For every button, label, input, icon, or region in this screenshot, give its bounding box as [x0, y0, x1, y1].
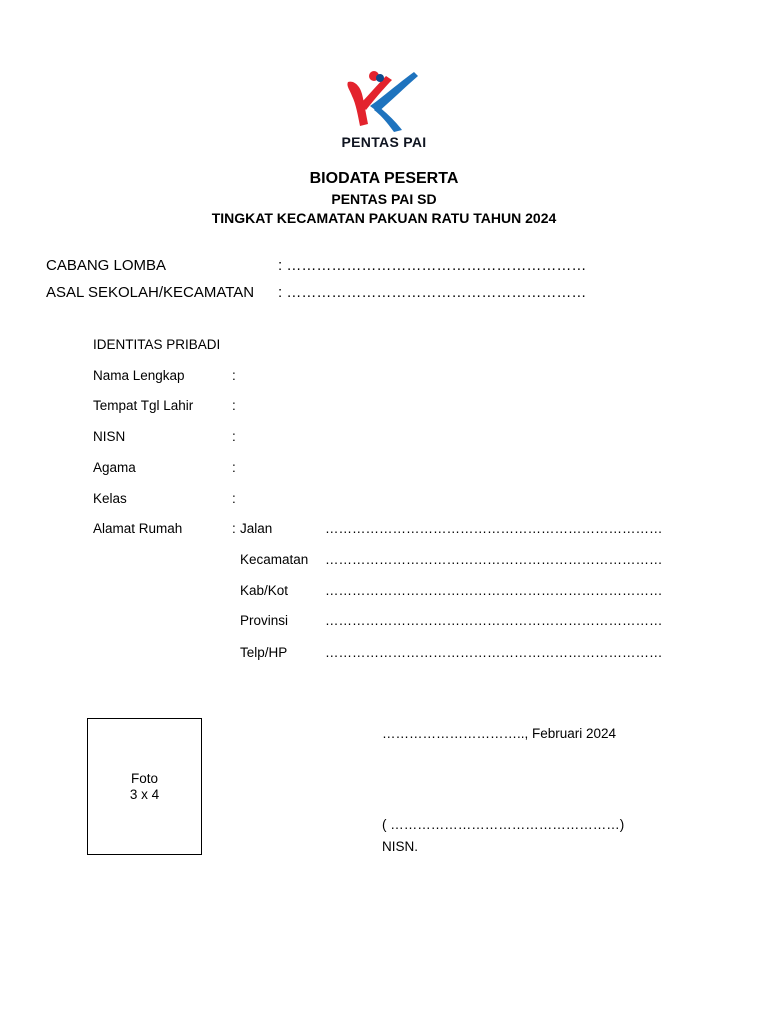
document-title: BIODATA PESERTA	[309, 170, 459, 187]
alamat-rumah-label: Alamat Rumah	[93, 521, 183, 536]
pentas-pai-logo	[330, 66, 438, 156]
kecamatan-dots: …………………………………………………………………	[325, 552, 663, 567]
kab-kot-label: Kab/Kot	[240, 583, 289, 598]
asal-sekolah-field: : ……………………………………………………	[278, 284, 587, 301]
nisn-colon: :	[232, 429, 236, 444]
signature-nisn: NISN.	[382, 839, 419, 854]
telp-hp-label: Telp/HP	[240, 645, 288, 660]
provinsi-dots: …………………………………………………………………	[325, 613, 663, 628]
signature-name-line: ( ……………………………………………)	[382, 817, 625, 832]
provinsi-label: Provinsi	[240, 613, 289, 628]
kelas-label: Kelas	[93, 491, 127, 506]
photo-label-line1: Foto	[130, 771, 158, 786]
logo-text: PENTAS PAI	[341, 134, 427, 150]
tempat-tgl-lahir-colon: :	[232, 398, 236, 413]
document-subtitle: PENTAS PAI SD	[331, 191, 437, 207]
photo-label-line2: 3 x 4	[129, 787, 160, 802]
document-level: TINGKAT KECAMATAN PAKUAN RATU TAHUN 2024	[211, 210, 557, 226]
jalan-dots: …………………………………………………………………	[325, 521, 663, 536]
pentas-pai-logo-icon	[330, 66, 438, 136]
nama-lengkap-label: Nama Lengkap	[93, 368, 185, 383]
cabang-lomba-field: : ……………………………………………………	[278, 257, 587, 274]
asal-sekolah-label: ASAL SEKOLAH/KECAMATAN	[46, 284, 255, 301]
nisn-label: NISN	[93, 429, 126, 444]
telp-hp-dots: …………………………………………………………………	[325, 645, 663, 660]
tempat-tgl-lahir-label: Tempat Tgl Lahir	[93, 398, 194, 413]
photo-box	[87, 718, 202, 855]
kecamatan-label: Kecamatan	[240, 552, 309, 567]
kelas-colon: :	[232, 491, 236, 506]
agama-colon: :	[232, 460, 236, 475]
signature-date: ………………………….., Februari 2024	[382, 726, 617, 741]
jalan-label: Jalan	[240, 521, 273, 536]
nama-lengkap-colon: :	[232, 368, 236, 383]
identitas-heading: IDENTITAS PRIBADI	[93, 337, 221, 352]
cabang-lomba-label: CABANG LOMBA	[46, 257, 167, 274]
photo-label	[88, 771, 201, 803]
alamat-rumah-colon: :	[232, 521, 236, 536]
kab-kot-dots: …………………………………………………………………	[325, 583, 663, 598]
agama-label: Agama	[93, 460, 136, 475]
